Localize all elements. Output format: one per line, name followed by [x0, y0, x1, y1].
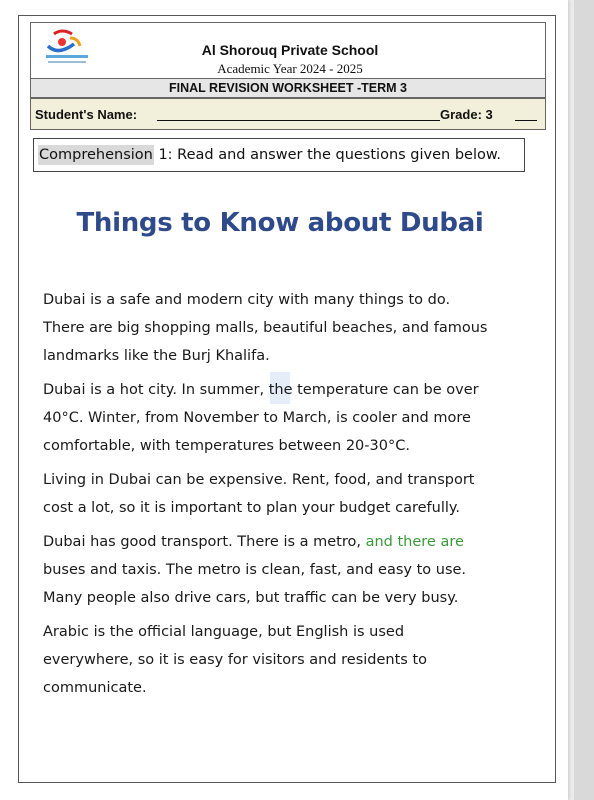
paragraph-line: Arabic is the official language, but English is used: [43, 624, 405, 640]
instruction-box: [33, 138, 525, 172]
green-text: and there are: [365, 534, 464, 550]
paragraph-line: cost a lot, so it is important to plan your budget carefully.: [43, 500, 460, 516]
worksheet-title: FINAL REVISION WORKSHEET -TERM 3: [30, 78, 546, 98]
instruction-highlight: Comprehension: [39, 147, 153, 163]
school-name: Al Shorouq Private School: [201, 42, 379, 58]
academic-year: Academic Year 2024 - 2025: [217, 61, 363, 76]
passage-title: Things to Know about Dubai: [76, 208, 484, 238]
student-name-label: Student's Name:: [35, 107, 138, 122]
paragraph-line: Dubai is a safe and modern city with many things to do.: [43, 292, 451, 308]
student-info-row: [30, 98, 546, 130]
paragraph-line: 40°C. Winter, from November to March, is cooler and more: [43, 410, 471, 426]
student-name-field[interactable]: [157, 120, 440, 121]
paragraph-line: Dubai is a hot city. In summer, the temperature can be over: [43, 382, 479, 398]
paragraph-1: [43, 286, 543, 370]
paragraph-3: [43, 466, 543, 522]
grade-field[interactable]: [515, 120, 537, 121]
viewer-scroll-area: [574, 0, 594, 800]
paragraph-line: everywhere, so it is easy for visitors and residents to: [43, 652, 427, 668]
grade-label: Grade: 3: [440, 107, 493, 122]
paragraph-5: [43, 618, 543, 702]
paragraph-line: There are big shopping malls, beautiful beaches, and famous: [43, 320, 488, 336]
paragraph-line: landmarks like the Burj Khalifa.: [43, 348, 270, 364]
paragraph-line: Living in Dubai can be expensive. Rent, food, and transport: [43, 472, 475, 488]
paragraph-line: communicate.: [43, 680, 147, 696]
paragraph-line: comfortable, with temperatures between 20-30°C.: [43, 438, 410, 454]
paragraph-line: Dubai has good transport. There is a metro,: [43, 534, 366, 550]
instruction-text: 1: Read and answer the questions given below.: [153, 147, 501, 163]
paragraph-4: [43, 528, 543, 612]
paragraph-2: [43, 376, 543, 460]
paragraph-line: buses and taxis. The metro is clean, fast, and easy to use.: [43, 562, 467, 578]
school-logo: [40, 28, 94, 68]
paragraph-line: Many people also drive cars, but traffic can be very busy.: [43, 590, 459, 606]
